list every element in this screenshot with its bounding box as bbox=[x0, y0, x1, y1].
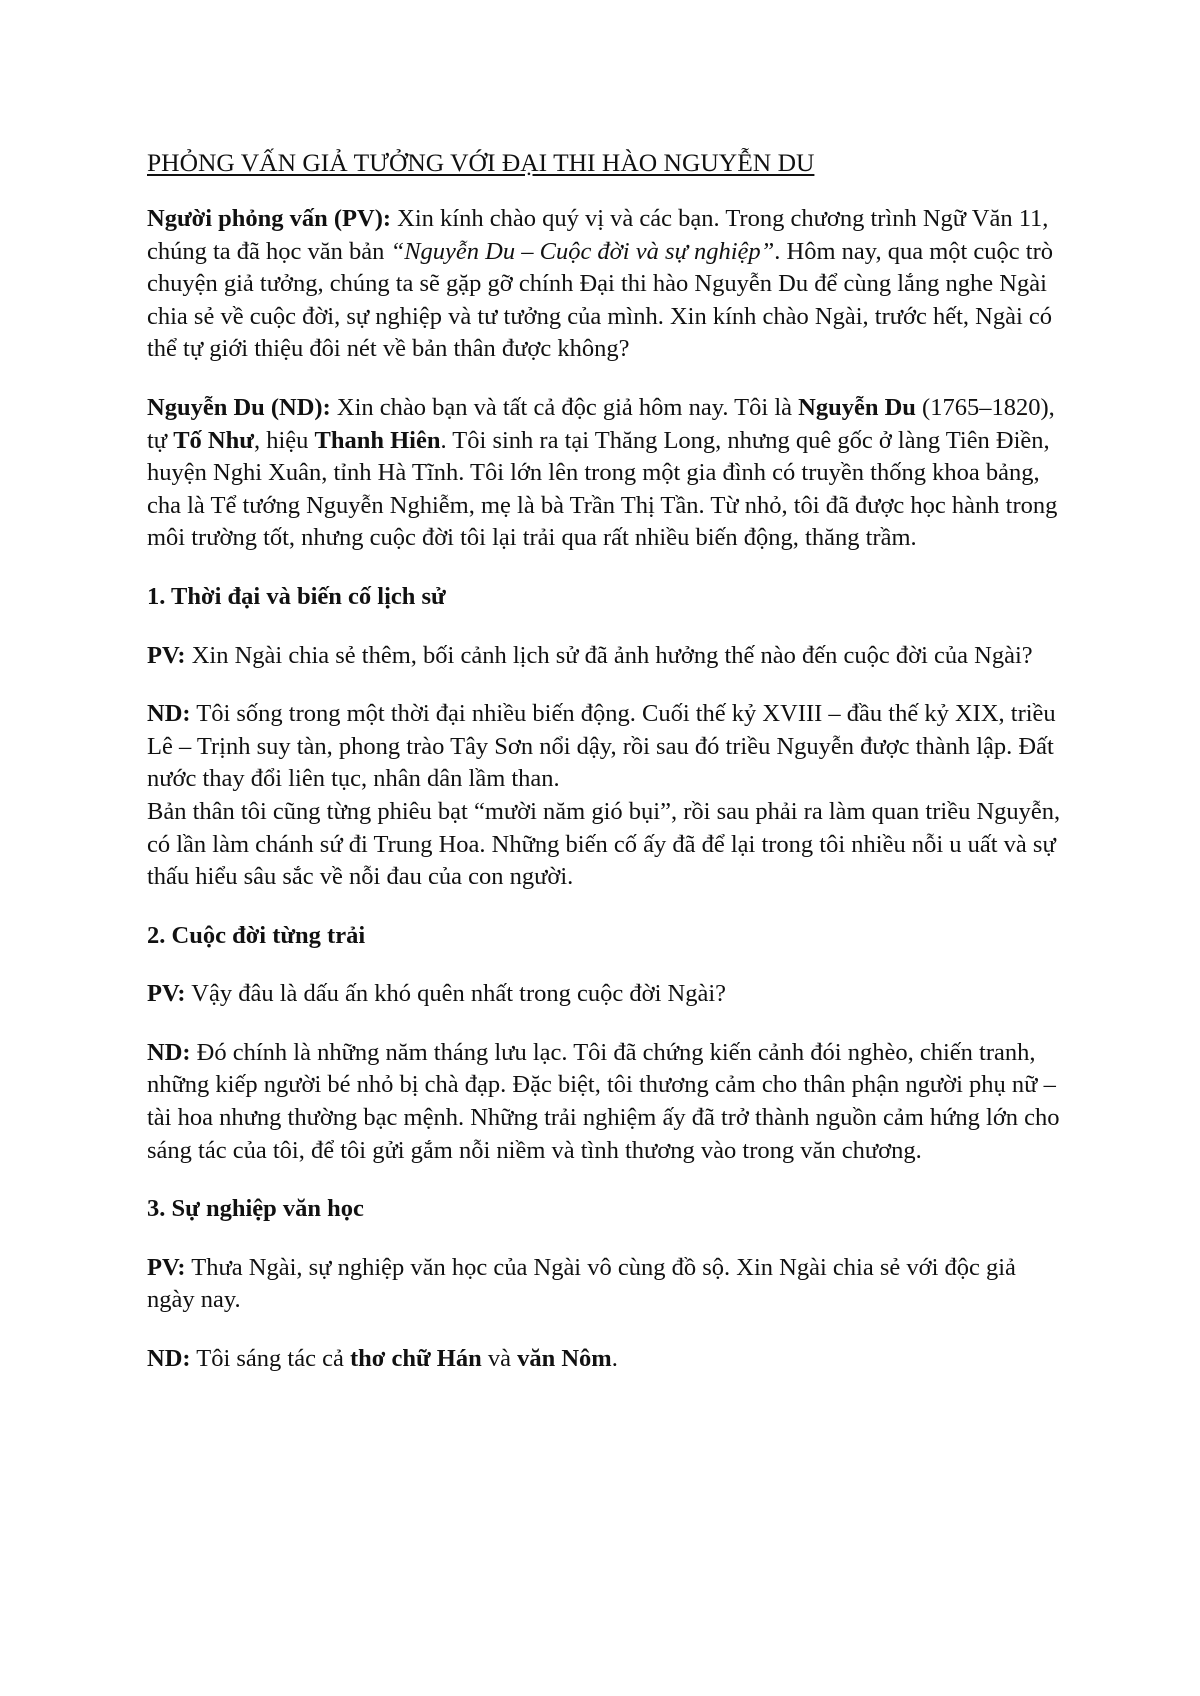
speaker-label: Nguyễn Du (ND): bbox=[147, 393, 331, 421]
question-paragraph: PV: Thưa Ngài, sự nghiệp văn học của Ngài vô cùng đồ sộ. Xin Ngài chia sẻ với độc giả ngày nay. bbox=[147, 1253, 1016, 1314]
intro-paragraph: Người phỏng vấn (PV): Xin kính chào quý vị và các bạn. Trong chương trình Ngữ Văn 11, chúng ta đã học văn bản “Nguyễn Du – Cuộc đời và sự nghiệp”. Hôm nay, qua một cuộc trò chuyện giả tưởng, chúng ta sẽ gặp gỡ chính Đại thi hào Nguyễn Du để cùng lắng nghe Ngài chia sẻ về cuộc đời, sự nghiệp và tư tưởng của mình. Xin kính chào Ngài, trước hết, Ngài có thể tự giới thiệu đôi nét về bản thân được không? bbox=[147, 205, 1054, 363]
question-paragraph: PV: Xin Ngài chia sẻ thêm, bối cảnh lịch sử đã ảnh hưởng thế nào đến cuộc đời của Ngài? bbox=[147, 641, 1033, 669]
document-title: PHỎNG VẤN GIẢ TƯỞNG VỚI ĐẠI THI HÀO NGUYỄN DU bbox=[147, 148, 815, 177]
quoted-title: “Nguyễn Du – Cuộc đời và sự nghiệp” bbox=[390, 237, 775, 265]
section-heading: 2. Cuộc đời từng trải bbox=[147, 921, 366, 949]
speaker-label: ND: bbox=[147, 1345, 191, 1373]
section-heading: 3. Sự nghiệp văn học bbox=[147, 1195, 364, 1223]
speaker-label: ND: bbox=[147, 700, 191, 728]
reply-intro-paragraph: Nguyễn Du (ND): Xin chào bạn và tất cả độc giả hôm nay. Tôi là Nguyễn Du (1765–1820), tự Tố Như, hiệu Thanh Hiên. Tôi sinh ra tại Thăng Long, nhưng quê gốc ở làng Tiên Điền, huyện Nghi Xuân, tỉnh Hà Tĩnh. Tôi lớn lên trong một gia đình có truyền thống khoa bảng, cha là Tể tướng Nguyễn Nghiễm, mẹ là bà Trần Thị Tần. Từ nhỏ, tôi đã được học hành trong môi trường tốt, nhưng cuộc đời tôi lại trải qua rất nhiều biến động, thăng trầm. bbox=[147, 393, 1058, 552]
section-heading: 1. Thời đại và biến cố lịch sử bbox=[147, 582, 446, 610]
question-paragraph: PV: Vậy đâu là dấu ấn khó quên nhất trong cuộc đời Ngài? bbox=[147, 980, 727, 1008]
speaker-label: PV: bbox=[147, 1253, 186, 1281]
speaker-label: PV: bbox=[147, 980, 186, 1008]
document-page bbox=[147, 146, 1063, 1402]
speaker-label: PV: bbox=[147, 641, 186, 669]
answer-paragraph: ND: Tôi sống trong một thời đại nhiều biến động. Cuối thế kỷ XVIII – đầu thế kỷ XIX, triều Lê – Trịnh suy tàn, phong trào Tây Sơn nổi dậy, rồi sau đó triều Nguyễn được thành lập. Đất nước thay đổi liên tục, nhân dân lầm than. Bản thân tôi cũng từng phiêu bạt “mười năm gió bụi”, rồi sau phải ra làm quan triều Nguyễn, có lần làm chánh sứ đi Trung Hoa. Những biến cố ấy đã để lại trong tôi nhiều nỗi u uất và sự thấu hiểu sâu sắc về nỗi đau của con người. bbox=[147, 700, 1061, 891]
speaker-label: Người phỏng vấn (PV): bbox=[147, 205, 392, 232]
answer-paragraph: ND: Đó chính là những năm tháng lưu lạc. Tôi đã chứng kiến cảnh đói nghèo, chiến tranh, những kiếp người bé nhỏ bị chà đạp. Đặc biệt, tôi thương cảm cho thân phận người phụ nữ – tài hoa nhưng thường bạc mệnh. Những trải nghiệm ấy đã trở thành nguồn cảm hứng lớn cho sáng tác của tôi, để tôi gửi gắm nỗi niềm và tình thương vào trong văn chương. bbox=[147, 1038, 1060, 1164]
answer-paragraph: ND: Tôi sáng tác cả thơ chữ Hán và văn Nôm. bbox=[147, 1345, 618, 1373]
speaker-label: ND: bbox=[147, 1038, 191, 1066]
